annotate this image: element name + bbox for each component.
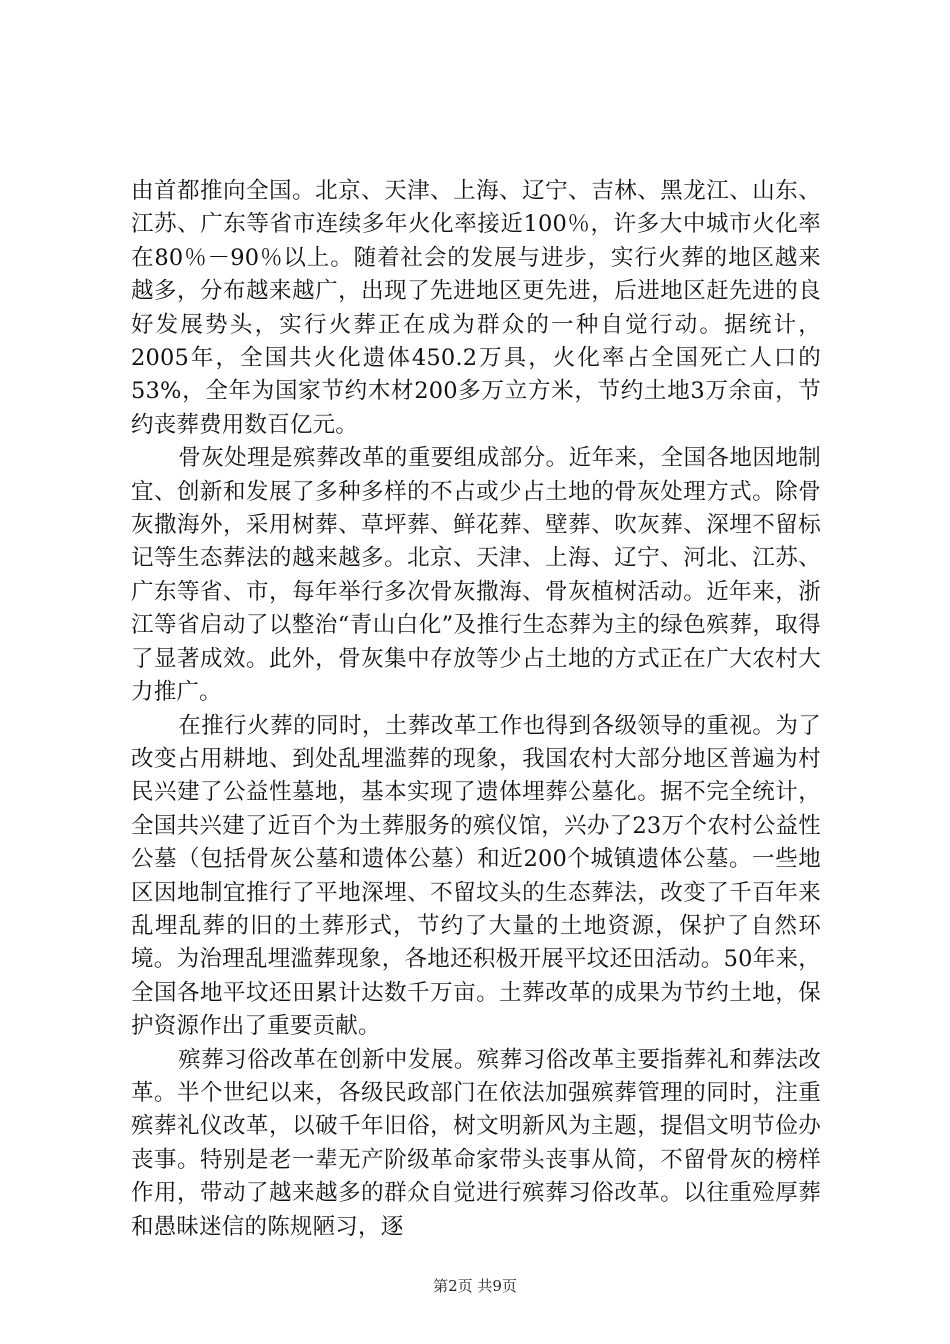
paragraph-3: 在推行火葬的同时，土葬改革工作也得到各级领导的重视。为了改变占用耕地、到处乱埋滥葬的现象，我国农村大部分地区普遍为村民兴建了公益性墓地，基本实现了遗体埋葬公墓化。据不完全统计，全国共兴建了近百个为土葬服务的殡仪馆，兴办了23万个农村公益性公墓（包括骨灰公墓和遗体公墓）和近200个城镇遗体公墓。一些地区因地制宜推行了平地深埋、不留坟头的生态葬法，改变了千百年来乱埋乱葬的旧的土葬形式，节约了大量的土地资源，保护了自然环境。为治理乱埋滥葬现象，各地还积极开展平坟还田活动。50年来，全国各地平坟还田累计达数千万亩。土葬改革的成果为节约土地，保护资源作出了重要贡献。	[131, 712, 821, 1040]
paragraph-1: 由首都推向全国。北京、天津、上海、辽宁、吉林、黑龙江、山东、江苏、广东等省市连续多年火化率接近100％，许多大中城市火化率在80％－90％以上。随着社会的发展与进步，实行火葬的地区越来越多，分布越来越广，出现了先进地区更先进，后进地区赶先进的良好发展势头，实行火葬正在成为群众的一种自觉行动。据统计，2005年，全国共火化遗体450.2万具，火化率占全国死亡人口的53%，全年为国家节约木材200多万立方米，节约土地3万余亩，节约丧葬费用数百亿元。	[131, 178, 821, 438]
page-number-footer: 第2页 共9页	[433, 1277, 517, 1295]
document-body	[131, 175, 821, 1244]
paragraph-2: 骨灰处理是殡葬改革的重要组成部分。近年来，全国各地因地制宜、创新和发展了多种多样的不占或少占土地的骨灰处理方式。除骨灰撒海外，采用树葬、草坪葬、鲜花葬、壁葬、吹灰葬、深埋不留标记等生态葬法的越来越多。北京、天津、上海、辽宁、河北、江苏、广东等省、市，每年举行多次骨灰撒海、骨灰植树活动。近年来，浙江等省启动了以整治“青山白化”及推行生态葬为主的绿色殡葬，取得了显著成效。此外，骨灰集中存放等少占土地的方式正在广大农村大力推广。	[131, 445, 821, 706]
paragraph-4: 殡葬习俗改革在创新中发展。殡葬习俗改革主要指葬礼和葬法改革。半个世纪以来，各级民政部门在依法加强殡葬管理的同时，注重殡葬礼仪改革，以破千年旧俗，树文明新风为主题，提倡文明节俭办丧事。特别是老一辈无产阶级革命家带头丧事从简，不留骨灰的榜样作用，带动了越来越多的群众自觉进行殡葬习俗改革。以往重殓厚葬和愚昧迷信的陈规陋习，逐	[131, 1046, 821, 1240]
